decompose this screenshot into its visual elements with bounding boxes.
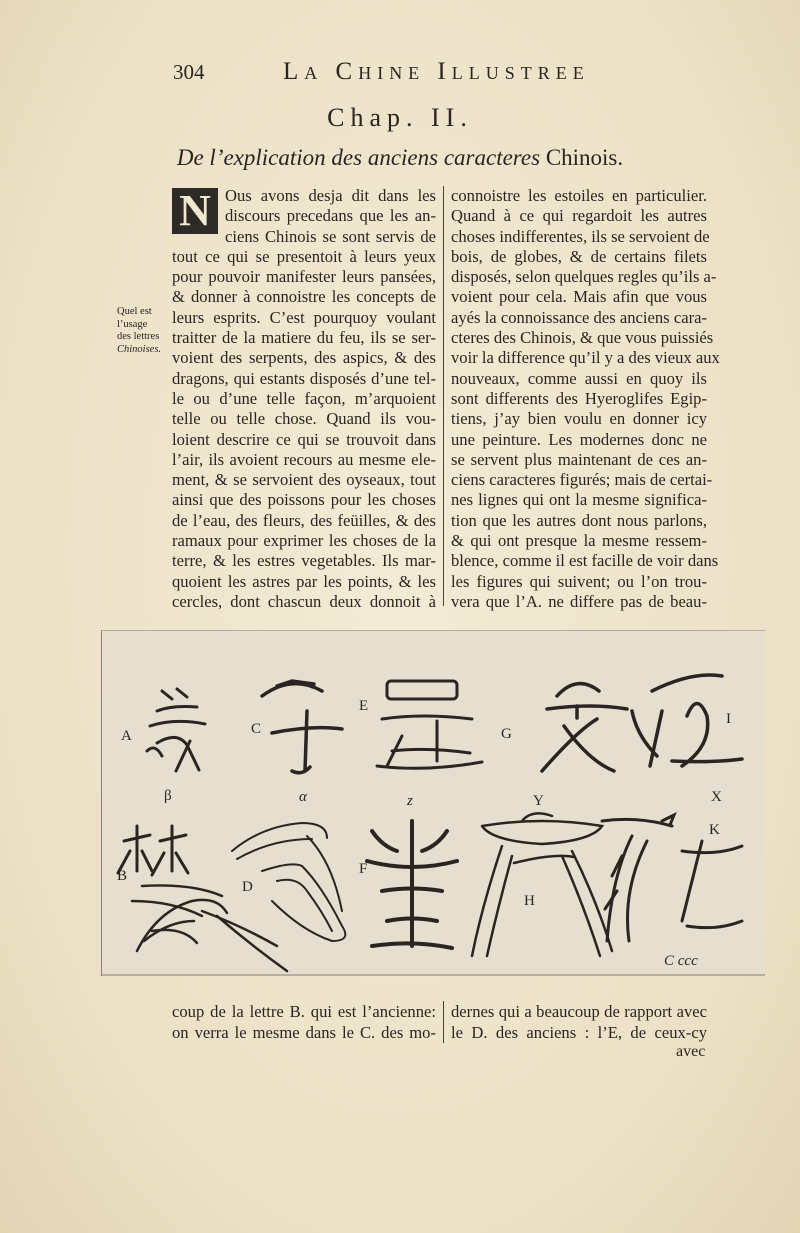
catchword: avec — [676, 1043, 706, 1060]
plate-label-y: Y — [533, 793, 544, 809]
text-line: Ous avons desja dit dans les — [225, 186, 436, 205]
text-line: nes lignes qui ont la mesme significa- — [451, 490, 707, 510]
subtitle-italic: De l’explication des anciens caracteres — [176, 145, 541, 170]
text-line: nouveaux, comme aussi en quoy ils — [451, 368, 707, 388]
text-line: coup de la lettre B. qui est l’ancienne: — [172, 1002, 436, 1021]
plate-label-a: A — [121, 728, 132, 744]
plate-signature: C ccc — [664, 953, 698, 969]
text-line: une peinture. Les modernes donc ne — [451, 429, 707, 449]
plate-label-alpha: α — [299, 789, 307, 805]
glyph-h-icon — [472, 813, 612, 956]
text-line: loient descrire ce qui se trouvoit dans — [172, 429, 436, 449]
plate-label-b: B — [117, 868, 128, 884]
text-line: ainsi que des poissons pour les choses — [172, 490, 436, 510]
subtitle-roman: Chinois. — [545, 145, 624, 170]
text-column-left — [172, 186, 436, 612]
text-line: le ou d’une telle façon, m’arquoient — [172, 388, 436, 408]
text-line: pour pouvoir manifester leurs pansées, — [172, 267, 436, 287]
page-number: 304 — [173, 60, 205, 84]
glyph-e-icon — [377, 681, 482, 768]
text-line: discours precedans que les an- — [225, 206, 436, 226]
glyph-beta-icon — [118, 826, 188, 875]
drop-cap-initial: N — [172, 188, 218, 234]
plate-label-e: E — [359, 698, 369, 714]
text-line: connoistre les estoiles en particulier. — [451, 186, 707, 205]
text-line: tiens, j’ay bien voulu en donner icy — [451, 409, 707, 429]
chapter-subtitle — [0, 145, 800, 171]
text-line: l’usage — [117, 318, 148, 330]
engraved-plate — [101, 630, 765, 976]
text-line: on verra le mesme dans le C. des mo- — [172, 1023, 436, 1042]
glyph-b-icon — [132, 885, 287, 971]
glyph-f-icon — [367, 821, 457, 948]
text-line: Quel est — [117, 306, 152, 317]
text-line: bois, de globes, & de certains filets — [451, 246, 707, 266]
plate-label-c: C — [251, 721, 262, 737]
text-line: blence, comme il est facille de voir dans — [451, 551, 719, 571]
text-line: voient des serpents, des aspics, & des — [172, 348, 436, 368]
text-line: terre, & les estres vegetables. Ils mar- — [172, 551, 436, 571]
plate-label-g: G — [501, 726, 512, 742]
text-line: ayés la connoissance des anciens cara- — [451, 307, 707, 327]
marginal-note — [117, 306, 167, 356]
text-line: des lettres — [117, 331, 160, 342]
text-line: cercles, dont chascun deux donnoit à — [172, 591, 436, 611]
plate-label-x: X — [711, 789, 722, 805]
text-line: l’air, ils avoient recours au mesme ele- — [172, 449, 436, 469]
text-line: dragons, qui estants disposés d’une tel- — [172, 368, 436, 388]
page-header — [0, 58, 800, 88]
text-line: & qui ont presque la mesme ressem- — [451, 531, 707, 551]
running-title: La Chine Illustree — [283, 58, 590, 85]
glyph-g-icon — [542, 684, 627, 771]
text-line: sont differents des Hyeroglifes Egip- — [451, 388, 707, 408]
text-line: choses indifferentes, ils se servoient de — [451, 226, 710, 246]
text-column-right-continued — [451, 1001, 707, 1043]
text-line: ciens Chinois se sont servis de — [225, 226, 436, 246]
glyph-k-icon — [602, 815, 742, 941]
text-line: voir la difference qu’il y a des vieux aux — [451, 348, 720, 368]
text-line: ment, & se servoient des oyseaux, tout — [172, 470, 436, 490]
plate-label-f: F — [359, 861, 368, 877]
plate-label-k: K — [709, 822, 720, 838]
text-line: Quand à ce qui regardoit les autres — [451, 206, 707, 226]
plate-label-d: D — [242, 879, 253, 895]
column-divider — [443, 186, 444, 606]
glyph-a-icon — [147, 689, 205, 771]
text-line: ramaux pour exprimer les choses de la — [172, 531, 436, 551]
text-line: voient pour cela. Mais afin que vous — [451, 287, 707, 307]
text-line: telle ou telle chose. Quand ils vou- — [172, 409, 436, 429]
text-line: tion que les autres dont nous parlons, — [451, 510, 707, 530]
text-line: disposés, selon quelques regles qu’ils a- — [451, 267, 717, 287]
plate-label-i: I — [726, 711, 731, 727]
text-line: le D. des anciens : l’E, de ceux-cy — [451, 1023, 707, 1042]
plate-label-z: z — [407, 793, 413, 809]
text-line: dernes qui a beaucoup de rapport avec — [451, 1002, 707, 1021]
text-line: se servent plus maintenant de ces an- — [451, 449, 707, 469]
plate-label-h: H — [524, 893, 535, 909]
text-line: les figures qui suivent; ou l’on trou- — [451, 571, 707, 591]
text-line: Chinoises. — [117, 343, 162, 355]
column-divider-bottom — [443, 1001, 444, 1043]
text-line: cteres des Chinois, & que vous puissiés — [451, 328, 714, 348]
text-line: & donner à connoistre les concepts de — [172, 287, 436, 307]
text-line: tout ce qui se presentoit à leurs yeux — [172, 246, 436, 266]
plate-label-beta: β — [164, 788, 172, 804]
text-line: traitter de la matiere du feu, ils se ser- — [172, 328, 436, 348]
text-line: ciens caracteres figurés; mais de certai- — [451, 470, 713, 490]
text-line: leurs esprits. C’est pourquoy voulant — [172, 307, 436, 327]
chapter-title: Chap. II. — [327, 103, 473, 132]
text-column-left-continued — [172, 1001, 436, 1043]
text-line: quoient les astres par les points, & les — [172, 571, 436, 591]
text-line: de l’eau, des fleurs, des feüilles, & des — [172, 510, 436, 530]
text-line: vera que l’A. ne differe pas de beau- — [451, 591, 707, 611]
glyph-c-icon — [262, 681, 342, 773]
text-column-right — [451, 186, 720, 612]
plate-engraving — [102, 631, 765, 976]
